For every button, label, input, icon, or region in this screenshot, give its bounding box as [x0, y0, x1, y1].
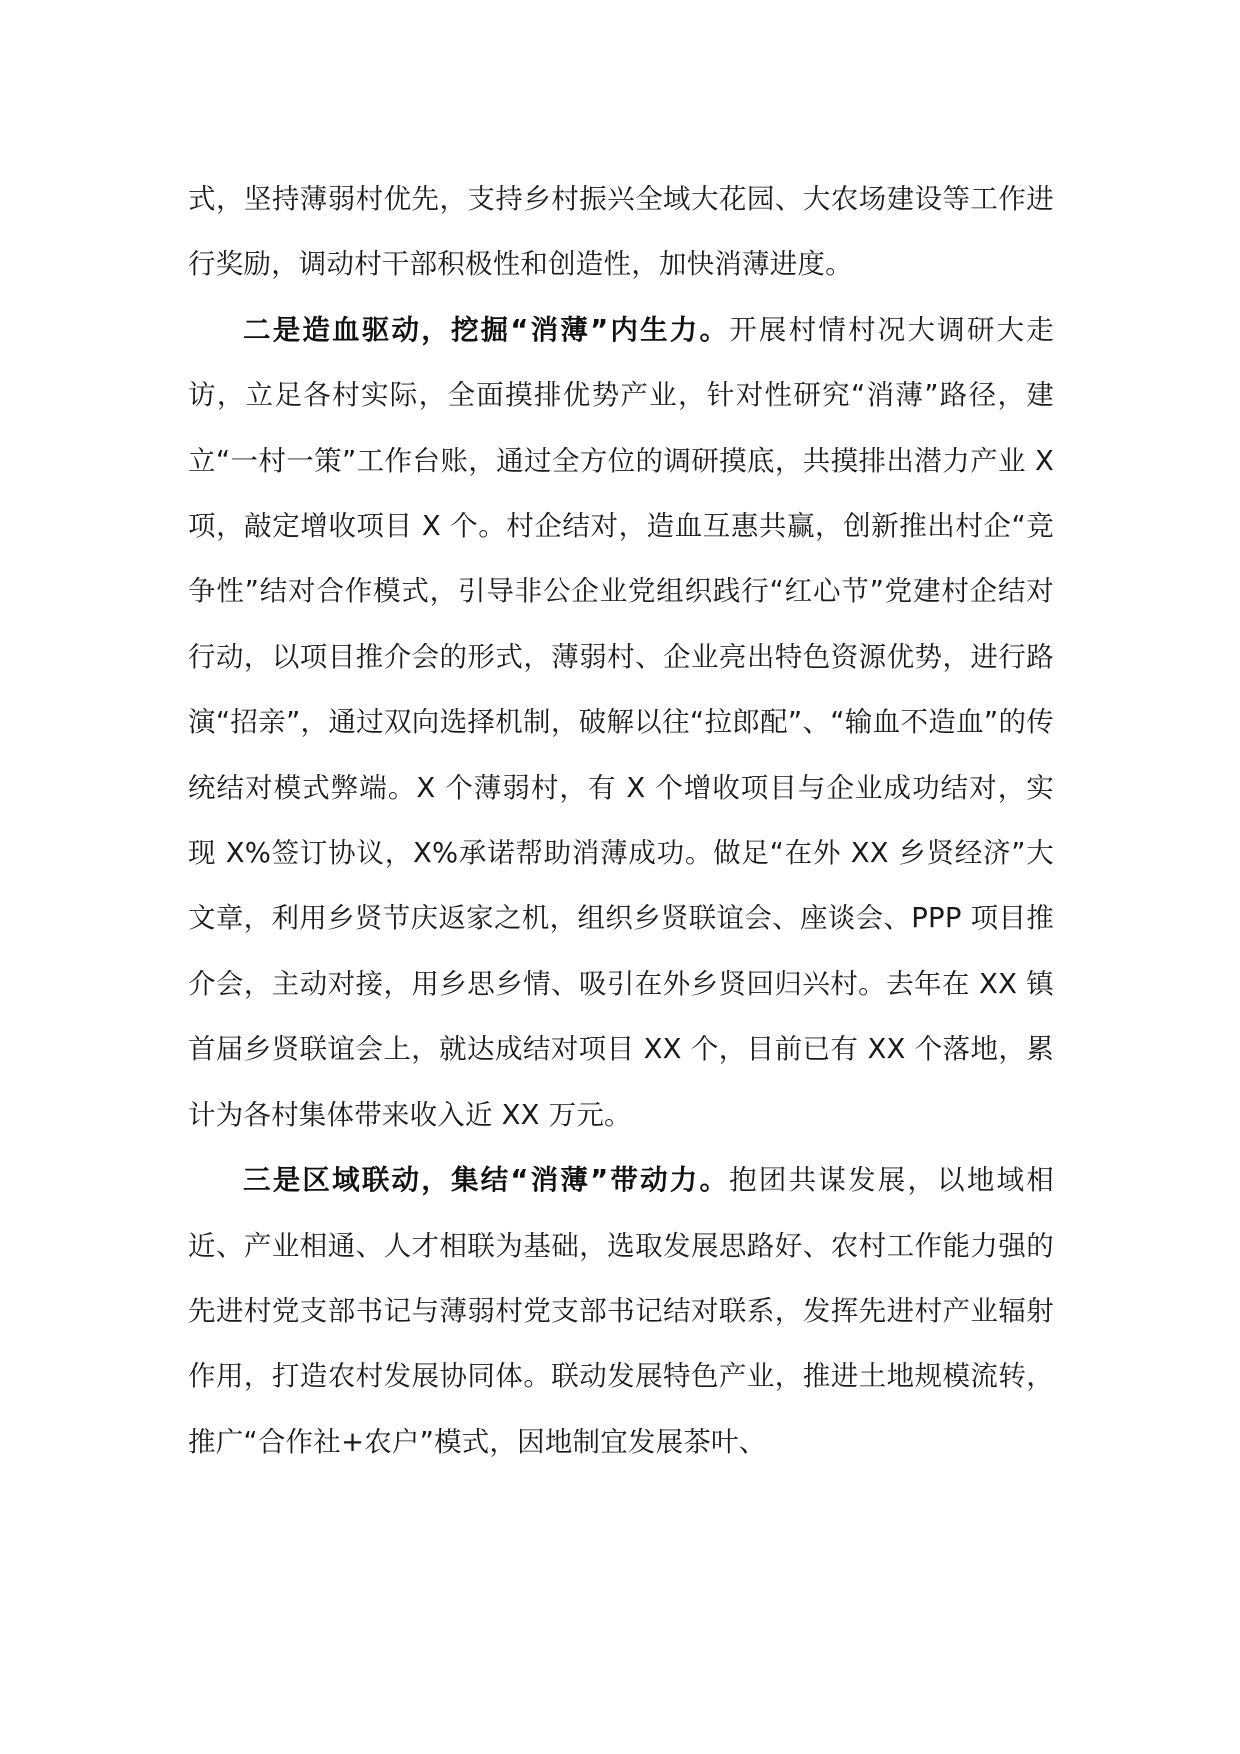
- paragraph-3: [188, 1148, 1054, 1475]
- paragraph-2-heading: 二是造血驱动，挖掘“消薄”内生力。: [243, 313, 730, 346]
- document-body: [188, 167, 1054, 1475]
- paragraph-2: [188, 298, 1054, 1148]
- paragraph-1: [188, 167, 1054, 298]
- paragraph-3-text: 抱团共谋发展，以地域相近、产业相通、人才相联为基础，选取发展思路好、农村工作能力强的先进村党支部书记与薄弱村党支部书记结对联系，发挥先进村产业辐射作用，打造农村发展协同体。联动发展特色产业，推进土地规模流转，推广“合作社+农户”模式，因地制宜发展茶叶、: [188, 1164, 1055, 1458]
- paragraph-1-text: 式，坚持薄弱村优先，支持乡村振兴全域大花园、大农场建设等工作进行奖励，调动村干部积极性和创造性，加快消薄进度。: [188, 183, 1054, 281]
- paragraph-2-text: 开展村情村况大调研大走访，立足各村实际，全面摸排优势产业，针对性研究“消薄”路径，建立“一村一策”工作台账，通过全方位的调研摸底，共摸排出潜力产业 X 项，敲定增收项目 X 个。村企结对，造血互惠共赢，创新推出村企“竞争性”结对合作模式，引导非公企业党组织践行“红心节”党建村企结对行动，以项目推介会的形式，薄弱村、企业亮出特色资源优势，进行路演“招亲”，通过双向选择机制，破解以往“拉郎配”、“输血不造血”的传统结对模式弊端。X 个薄弱村，有 X 个增收项目与企业成功结对，实现 X%签订协议，X%承诺帮助消薄成功。做足“在外 XX 乡贤经济”大文章，利用乡贤节庆返家之机，组织乡贤联谊会、座谈会、PPP 项目推介会，主动对接，用乡思乡情、吸引在外乡贤回归兴村。去年在 XX 镇首届乡贤联谊会上，就达成结对项目 XX 个，目前已有 XX 个落地，累计为各村集体带来收入近 XX 万元。: [188, 313, 1055, 1131]
- paragraph-3-heading: 三是区域联动，集结“消薄”带动力。: [243, 1164, 730, 1197]
